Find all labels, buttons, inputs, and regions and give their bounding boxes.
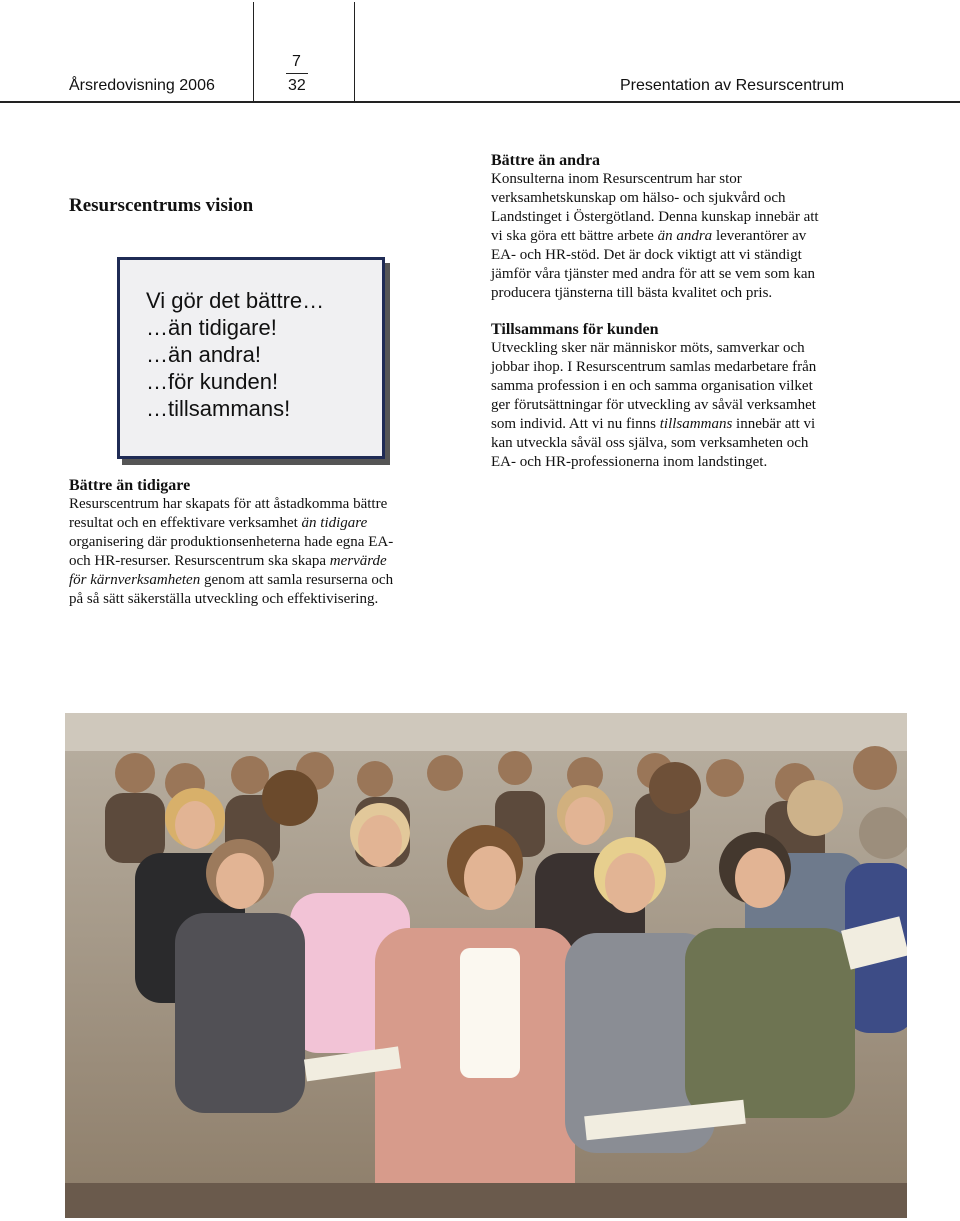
slogan-line-2: …än tidigare! (146, 315, 277, 340)
section-body (69, 495, 429, 609)
slogan-line-3: …än andra! (146, 342, 261, 367)
paragraph-line: för kärnverksamheten genom att samla resurserna och (69, 572, 394, 588)
vision-title: Resurscentrums vision (69, 195, 254, 216)
paragraph-line: jämför våra tjänster med andra för att se vem som kan (491, 266, 816, 282)
slogan-line-4: …för kunden! (146, 369, 279, 394)
header-rule (0, 101, 960, 103)
paragraph-line: vi ska göra ett bättre arbete än andra leverantörer av (491, 228, 807, 244)
paragraph-line: på så sätt säkerställa utveckling och effektivisering. (69, 591, 379, 607)
section-heading: Bättre än andra (491, 152, 601, 169)
page-number-top: 7 (292, 53, 301, 70)
emphasis-text: än tidigare (301, 515, 368, 531)
emphasis-text: mervärde (329, 553, 387, 569)
paragraph-line: Landstinget i Östergötland. Denna kunskap innebär att (491, 209, 819, 225)
header-right-title: Presentation av Resurscentrum (620, 77, 845, 94)
header-divider-right (354, 2, 355, 102)
paragraph-line: Konsulterna inom Resurscentrum har stor (491, 171, 742, 187)
paragraph-line: verksamhetskunskap om hälso- och sjukvård och (491, 190, 786, 206)
slogan-line-1: Vi gör det bättre… (146, 288, 325, 313)
audience-illustration (65, 713, 907, 1218)
paragraph-line: kan utveckla såväl oss själva, som verksamheten och (491, 435, 809, 451)
page-number-bottom: 32 (288, 77, 306, 94)
section-kunden (491, 320, 851, 472)
paragraph-line: jobbar ihop. I Resurscentrum samlas medarbetare från (491, 359, 817, 375)
paragraph-line: EA- och HR-stöd. Det är dock viktigt att vi ständigt (491, 247, 802, 263)
emphasis-text: tillsammans (659, 416, 733, 432)
section-andra (491, 151, 851, 303)
section-heading: Tillsammans för kunden (491, 321, 659, 338)
section-heading: Bättre än tidigare (69, 477, 191, 494)
section-body (491, 339, 851, 472)
emphasis-text: för kärnverksamheten (69, 572, 201, 588)
audience-photo (65, 713, 907, 1218)
paragraph-line: resultat och en effektivare verksamhet än tidigare (69, 515, 368, 531)
section-body (491, 170, 851, 303)
header-left-title: Årsredovisning 2006 (69, 77, 215, 94)
paragraph-line: ger förutsättningar för utveckling av såväl verksamhet (491, 397, 816, 413)
paragraph-line: organisering där produktionsenheterna hade egna EA- (69, 534, 394, 550)
paragraph-line: och HR-resurser. Resurscentrum ska skapa mervärde (69, 553, 387, 569)
section-tidigare (69, 476, 429, 609)
slogan-line-5: …tillsammans! (146, 396, 291, 421)
paragraph-line: Resurscentrum har skapats för att åstadkomma bättre (69, 496, 388, 512)
paragraph-line: som individ. Att vi nu finns tillsammans innebär att vi (491, 416, 816, 432)
paragraph-line: EA- och HR-professionerna inom landstinget. (491, 454, 768, 470)
page-number-rule (286, 73, 308, 74)
vision-slogan-box (117, 257, 385, 459)
paragraph-line: Utveckling sker när människor möts, samverkar och (491, 340, 805, 356)
emphasis-text: än andra (657, 228, 713, 244)
paragraph-line: producera tjänsterna till bästa kvalitet och pris. (491, 285, 773, 301)
paragraph-line: samma profession i en och samma organisation vilket (491, 378, 813, 394)
header-divider-left (253, 2, 254, 102)
